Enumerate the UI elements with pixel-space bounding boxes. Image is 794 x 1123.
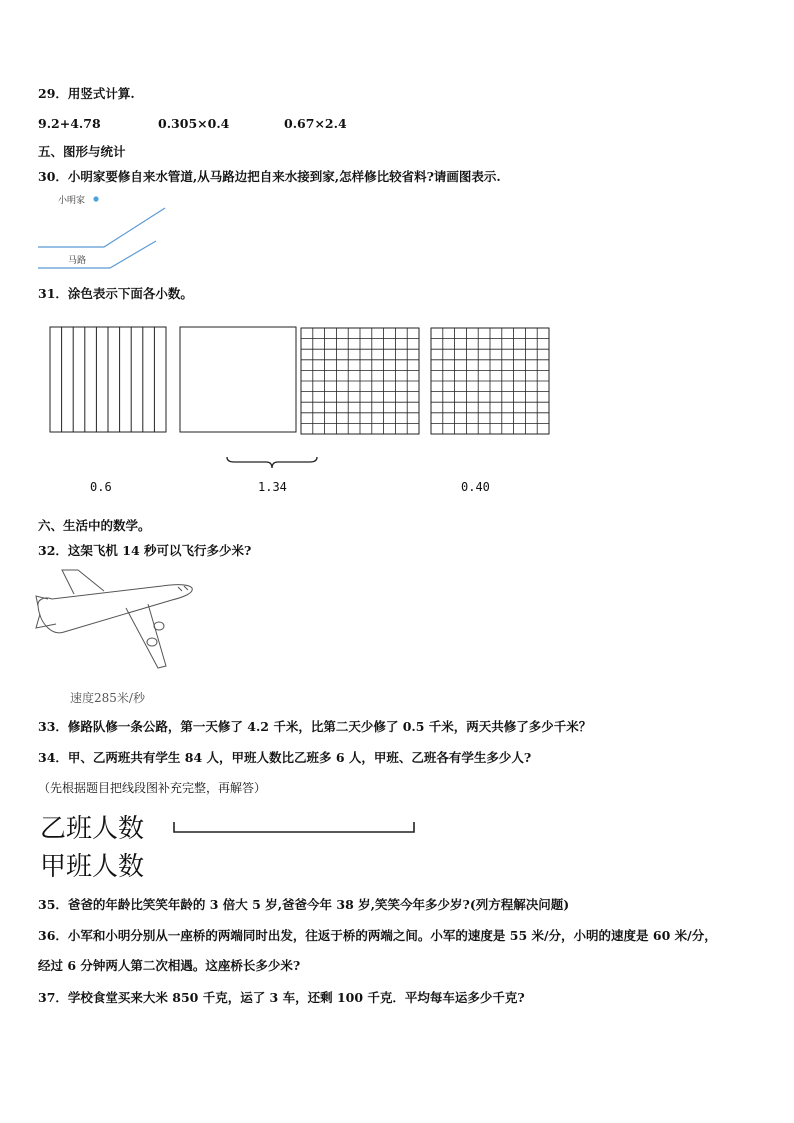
- road-edge-lower: [38, 241, 156, 268]
- calc-item-1: 9.2+4.78: [38, 116, 101, 131]
- airplane-icon: [34, 566, 199, 676]
- speed-label: 速度285米/秒: [70, 691, 145, 705]
- class-a-label: 甲班人数: [40, 852, 145, 882]
- q35-text: 35．爸爸的年龄比笑笑年龄的 3 倍大 5 岁,爸爸今年 38 岁,笑笑今年多少岁?(列方程解决问题): [38, 897, 570, 912]
- blank-square-1-34: [180, 327, 296, 432]
- q32-text: 32．这架飞机 14 秒可以飞行多少米?: [38, 543, 252, 558]
- grid-figure-0-40: [431, 328, 549, 434]
- brace-icon: [226, 456, 318, 470]
- q29-title: 29．用竖式计算.: [38, 86, 135, 101]
- grid-figure-1-34: [301, 328, 419, 434]
- label-0-6: 0.6: [90, 480, 112, 494]
- calc-item-2: 0.305×0.4: [158, 116, 230, 131]
- q29-items: [38, 116, 347, 131]
- label-0-40: 0.40: [461, 480, 490, 494]
- section-6-heading: 六、生活中的数学。: [38, 518, 151, 533]
- q30-text: 30．小明家要修自来水管道,从马路边把自来水接到家,怎样修比较省料?请画图表示.: [38, 169, 501, 184]
- segment-bar-class-b: [172, 818, 418, 836]
- decimal-figures: [48, 324, 554, 440]
- home-label: 小明家: [58, 196, 86, 206]
- q34-text: 34．甲、乙两班共有学生 84 人，甲班人数比乙班多 6 人，甲班、乙班各有学生多少人?: [38, 750, 532, 765]
- q33-text: 33．修路队修一条公路，第一天修了 4.2 千米，比第二天少修了 0.5 千米，两天共修了多少千米？: [38, 719, 592, 734]
- strip-figure-0-6: [50, 327, 166, 432]
- q31-text: 31．涂色表示下面各小数。: [38, 286, 193, 301]
- q37-text: 37．学校食堂买来大米 850 千克，运了 3 车，还剩 100 千克．平均每车运多少千克?: [38, 990, 525, 1005]
- section-5-heading: 五、图形与统计: [38, 144, 126, 159]
- class-b-label: 乙班人数: [40, 814, 145, 844]
- q36-line-2: 经过 6 分钟两人第二次相遇。这座桥长多少米?: [38, 958, 301, 973]
- label-1-34: 1.34: [258, 480, 287, 494]
- road-edge-upper: [38, 208, 165, 247]
- road-diagram: [36, 190, 171, 270]
- q34-note: （先根据题目把线段图补充完整，再解答）: [38, 781, 267, 795]
- q36-line-1: 36．小军和小明分别从一座桥的两端同时出发，往返于桥的两端之间。小军的速度是 55 米/分，小明的速度是 60 米/分，: [38, 928, 717, 943]
- calc-item-3: 0.67×2.4: [284, 116, 347, 131]
- road-label: 马路: [68, 256, 87, 266]
- home-dot-icon: [93, 196, 98, 201]
